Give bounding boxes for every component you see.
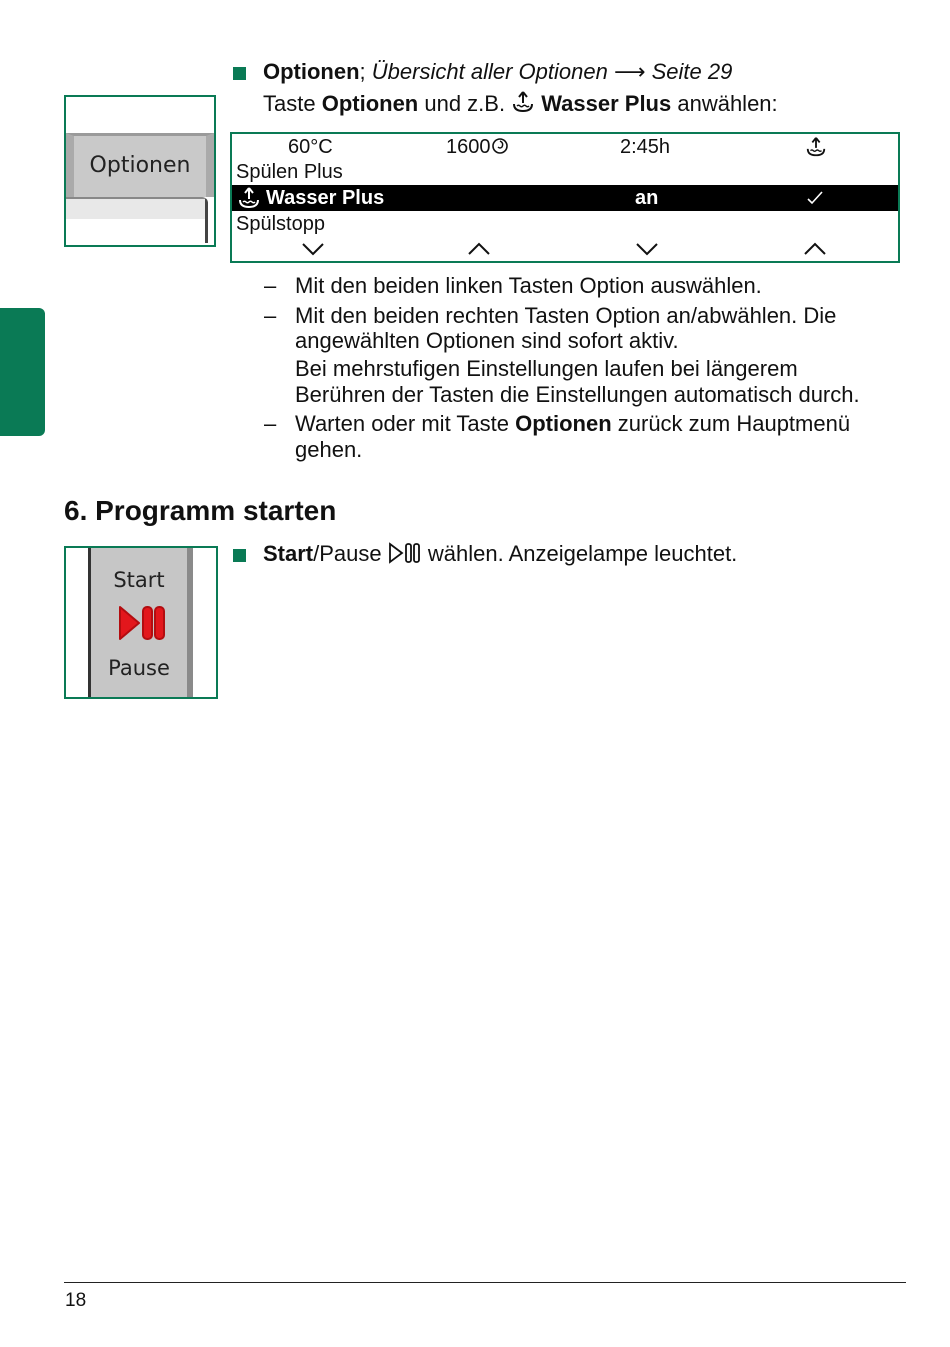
step-text-post: zurück zum Hauptmenü [611,411,851,436]
chapter-tab [0,308,45,436]
step-text: angewählten Optionen sind sofort aktiv. [295,328,679,353]
bullet-square [233,67,246,80]
options-heading-italic: Übersicht aller Optionen [371,59,608,84]
step-text: Mit den beiden rechten Tasten Option an/abwählen. Die [295,303,837,328]
water-plus-icon [804,136,828,158]
step-dash: – [264,411,277,436]
pause-text: /Pause [313,541,382,566]
optionen-button[interactable] [66,133,214,197]
step-text: gehen. [295,437,363,462]
instr-bold-1: Optionen [321,91,419,116]
arrow-icon: ⟶ [613,59,646,84]
chevron-down-icon[interactable] [636,242,658,256]
chevron-up-icon[interactable] [804,242,826,256]
display-spin-value: 1600 [446,136,491,158]
instr-text-2: und z.B. [418,91,512,116]
instr-text-3: anwählen: [671,91,778,116]
section-title: 6. Programm starten [64,495,337,526]
start-instruction [263,540,737,568]
start-label: Start [113,568,165,592]
step-text [295,410,850,438]
footer-rule [64,1282,906,1283]
display-option-label: Wasser Plus [266,187,385,209]
start-bold: Start [263,541,314,566]
optionen-button-label: Optionen [89,153,191,178]
options-heading-bold: Optionen [263,59,360,84]
bullet-square [233,549,246,562]
checkmark-icon [806,190,824,206]
display-option-row[interactable] [232,159,898,185]
start-pause-button-illustration [64,546,218,699]
button-housing [66,197,208,243]
display-temp: 60°C [288,136,333,158]
display-option-value: an [635,187,659,209]
page-number: 18 [65,1290,87,1311]
step-text-bold: Optionen [515,411,612,436]
display-option-row-selected[interactable] [232,185,898,211]
display-option-label: Spülen Plus [236,161,343,183]
display-status-row [232,134,898,160]
display-spin [446,134,509,160]
step-text: Bei mehrstufigen Einstellungen laufen bei längerem [295,356,798,381]
display-option-row[interactable] [232,211,898,237]
options-heading-sep: ; [359,59,366,84]
optionen-button-illustration [64,95,216,247]
step-text: Berühren der Tasten die Einstellungen automatisch durch. [295,382,860,407]
display-panel [230,132,900,263]
options-instruction [263,90,778,118]
play-pause-icon [388,542,422,564]
step-dash: – [264,273,277,298]
display-time: 2:45h [620,136,671,158]
water-plus-icon [237,186,261,210]
step-text: Mit den beiden linken Tasten Option auswählen. [295,273,762,298]
step-dash: – [264,303,277,328]
start-pause-button[interactable] [88,548,193,697]
water-plus-icon [511,90,535,114]
instr-text-1: Taste [263,91,322,116]
options-heading-page: Seite 29 [651,59,733,84]
chevron-down-icon[interactable] [302,242,324,256]
play-pause-lamp-icon [117,604,167,642]
display-option-label: Spülstopp [236,213,325,235]
instr-bold-2: Wasser Plus [541,91,672,116]
options-heading [263,58,732,86]
pause-label: Pause [108,656,170,680]
step-text-pre: Warten oder mit Taste [295,411,516,436]
spin-icon [491,137,509,155]
chevron-up-icon[interactable] [468,242,490,256]
start-after-text: wählen. Anzeigelampe leuchtet. [421,541,738,566]
